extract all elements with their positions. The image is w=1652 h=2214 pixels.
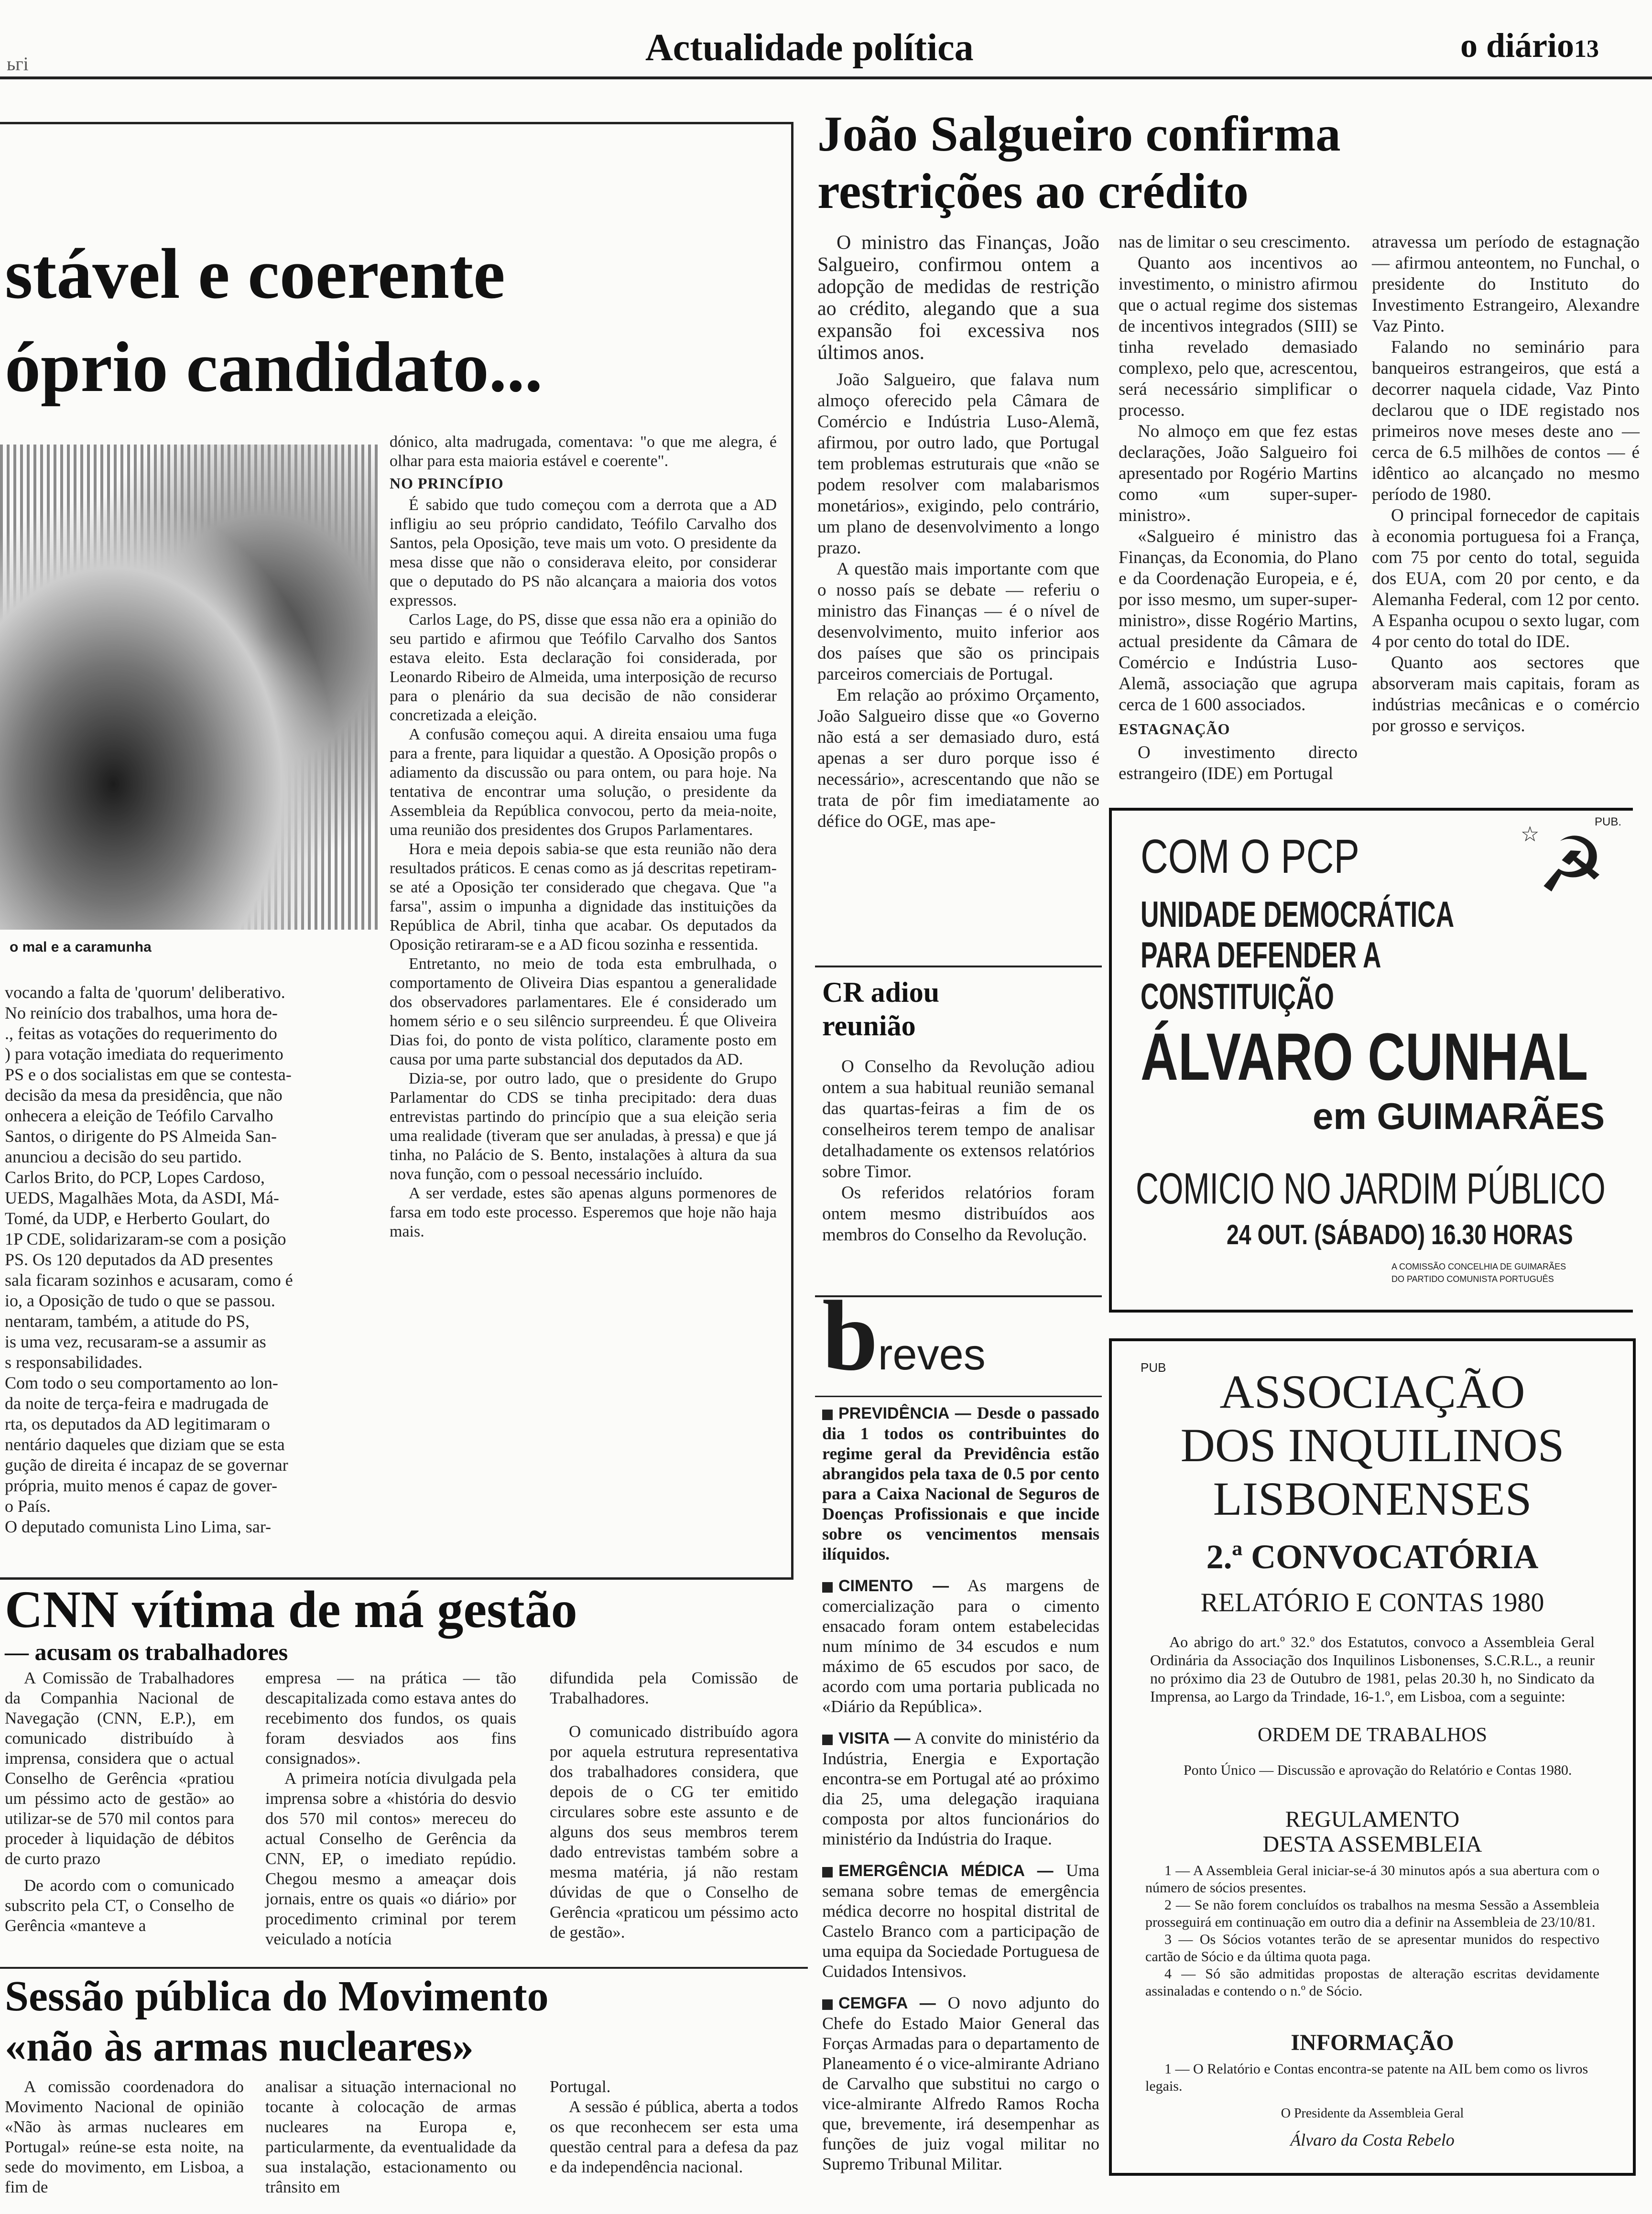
pcp-ad-top-rule bbox=[1112, 808, 1633, 811]
cnn-col2: empresa — na prática — tão descapitalizada como estava antes do recebimento dos fundos, os quais foram desviados aos fins consignados». A primeira notícia divulgada pela imprensa sobre a «história do desvio dos 570 mil contos» mereceu do actual Conselho de Gerência da CNN, EP, o imediato repúdio. Chegou mesmo a ameaçar dois jornais, entre os quais «o diário» por procedimento criminal por terem veiculado a notícia bbox=[265, 1669, 516, 1948]
breve-item: CEMGFA — O novo adjunto do Chefe do Estado Maior General das Forças Armadas para o departamento de Planeamento é o vice-almirante Adriano de Carvalho que substitui no cargo o vice-almirante Alfredo Ramos Rocha que, brevemente, irá desempenhar as funções de juiz vogal militar no Supremo Tribunal Militar. bbox=[822, 1993, 1100, 2173]
parliament-photo bbox=[0, 445, 378, 930]
ail-convocatoria: 2.ª CONVOCATÓRIA bbox=[1206, 1538, 1539, 1576]
square-bullet-icon bbox=[822, 1410, 833, 1420]
cnn-col3: difundida pela Comissão de Trabalhadores. O comunicado distribuído agora por aquela estrutura representativa dos trabalhadores considera, que depois de o CG ter emitido circulares sobre este assunto e de alguns dos seus membros terem dado entrevistas também sobre a mesma matéria, já não restam dúvidas de que o Conselho de Gerência «praticou um péssimo acto de gestão». bbox=[550, 1669, 798, 1942]
header-rule bbox=[0, 76, 1652, 79]
ail-ordem: ORDEM DE TRABALHOS bbox=[1258, 1724, 1487, 1746]
cnn-headline: CNN vítima de má gestão bbox=[5, 1580, 577, 1639]
pcp-place-name: GUIMARÃES bbox=[1377, 1095, 1605, 1137]
cr-headline-2: reunião bbox=[822, 1010, 916, 1042]
left-headline-1: stável e coerente bbox=[5, 234, 505, 314]
left-box-bottom bbox=[0, 1577, 793, 1580]
nuclear-top-rule bbox=[0, 1967, 808, 1969]
left-article-col1: vocando a falta de 'quorum' deliberativo. No reinício dos trabalhos, uma hora de- ., feitas as votações do requerimento do ) para votação imediata do requerimento PS e o dos socialistas em que se contesta- decisão da mesa da presidência, que não onhecera a eleição de Teófilo Carvalho Santos, o dirigente do PS Almeida San- anunciou a decisão do seu partido. Carlos Brito, do PCP, Lopes Cardoso, UEDS, Magalhães Mota, da ASDI, Má- Tomé, da UDP, e Herberto Goulart, do 1P CDE, solidarizaram-se com a posição PS. Os 120 deputados da AD presentes sala ficaram sozinhos e acusaram, como é io, a Oposição de tudo o que se passou. nentaram, também, a atitude do PS, is uma vez, recusaram-se a assumir as s responsabilidades. Com todo o seu comportamento ao lon- da noite de terça-feira e madrugada de rta, os deputados da AD legitimaram o nentário daqueles que diziam que se esta gução de direita é incapaz de se governar própria, muito menos é capaz de gover- o País. O deputado comunista Lino Lima, sar- bbox=[5, 983, 293, 1536]
subhead-no-principio: NO PRINCÍPIO bbox=[390, 475, 504, 492]
left-article-col2: dónico, alta madrugada, comentava: "o que me alegra, é olhar para esta maioria estável e coerente". NO PRINCÍPIO É sabido que tudo começou com a derrota que a AD infligiu ao seu próprio candidato, Teófilo Carvalho dos Santos, pela Oposição, teve mais um voto. O presidente da mesa disse que não o considerava eleito, por considerar que o deputado do PS não alcançara a maioria dos votos expressos. Carlos Lage, do PS, disse que essa não era a opinião do seu partido e afirmou que Teófilo Carvalho dos Santos estava eleito. Esta declaração foi considerada, por Leonardo Ribeiro de Almeida, uma interposição de recurso para o plenário da sua decisão de não considerar concretizada a eleição. A confusão começou aqui. A direita ensaiou uma fuga para a frente, para liquidar a questão. A Oposição propôs o adiamento da discussão ou para ontem, ou para hoje. Na tentativa de encontrar uma solução, o presidente da Assembleia da República convocou, perto da meia-noite, uma reunião dos presidentes dos Grupos Parlamentares. Hora e meia depois sabia-se que esta reunião não dera resultados práticos. E cenas como as já descritas repetiram-se até a Oposição ter considerado que chegava. Que "a farsa", assim o impunha a dignidade das instituições da República de Abril, tinha que acabar. Os deputados da Oposição retiraram-se e a AD ficou sozinha e ressentida. Entretanto, no meio de toda esta embrulhada, o comportamento de Oliveira Dias espantou a generalidade dos observadores parlamentares. Ele é considerado um homem sério e o seu silêncio surpreendeu. É que Oliveira Dias foi, do ponto de vista político, claramente posto em causa por uma parte substancial dos deputados da AD. Dizia-se, por outro lado, que o presidente do Grupo Parlamentar do CDS se tinha precipitado: dera duas entrevistas partindo do princípio que a sua eleição seria uma realidade (tiveram que ser anuladas, à pressa) e que já tinha, no Palácio de S. Bento, instalações à altura da sua nova função, com o pessoal necessário incluído. A ser verdade, estes são apenas alguns pormenores de farsa em todo este processo. Esperemos que hoje não haja mais. bbox=[390, 433, 777, 1240]
cnn-subhead: — acusam os trabalhadores bbox=[5, 1639, 288, 1665]
square-bullet-icon bbox=[822, 1867, 833, 1878]
salgueiro-headline-1: João Salgueiro confirma bbox=[817, 106, 1341, 162]
cr-top-rule bbox=[815, 966, 1102, 967]
breve-item: EMERGÊNCIA MÉDICA — Uma semana sobre temas de emergência médica decorre no hospital distrital de Castelo Branco com a participação de uma equipa da Sociedade Portuguesa de Cuidados Intensivos. bbox=[822, 1861, 1099, 1981]
breve-item: VISITA — A convite do ministério da Indústria, Energia e Exportação encontra-se em Portugal até ao próximo dia 25, uma delegação iraquiana composta por altos funcionários do ministério da Indústria do Iraque. bbox=[822, 1728, 1100, 1848]
left-headline-2: óprio candidato... bbox=[5, 327, 543, 407]
nuclear-col1: A comissão coordenadora do Movimento Nacional de opinião «Não às armas nucleares em Portugal» reúne-se esta noite, na sede do movimento, em Lisboa, a fim de bbox=[5, 2077, 244, 2196]
section-title: Actualidade política bbox=[645, 27, 974, 69]
hammer-sickle-icon: ☭ bbox=[1537, 822, 1606, 908]
ail-body: Ao abrigo do art.º 32.º dos Estatutos, convoco a Assembleia Geral Ordinária da Associação dos Inquilinos Lisbonenses, S.C.R.L., a reunir no próximo dia 23 de Outubro de 1981, pelas 20.30 h, no Sindicato da Imprensa, ao Largo da Trindade, 16-1.º, em Lisboa, com a seguinte: bbox=[1150, 1633, 1595, 1705]
nuclear-col2: analisar a situação internacional no tocante à colocação de armas nucleares na Europa e, particularmente, da eventualidade da sua instalação, estacionamento ou trânsito em bbox=[265, 2077, 516, 2196]
pcp-name: ÁLVARO CUNHAL bbox=[1141, 1019, 1588, 1094]
ail-name bbox=[1112, 1365, 1633, 1526]
breves-heading bbox=[822, 1281, 986, 1391]
masthead bbox=[1460, 28, 1599, 64]
ail-name-line: DOS INQUILINOS bbox=[1180, 1419, 1565, 1472]
paper-name: o diário bbox=[1460, 26, 1575, 65]
salgueiro-col3: atravessa um período de estagnação — afirmou anteontem, no Funchal, o presidente do Instituto do Investimento Estrangeiro, Alexandre Vaz Pinto. Falando no seminário para banqueiros estrangeiros, que está a decorrer naquela cidade, Vaz Pinto declarou que o IDE registado nos primeiros nove meses deste ano — cerca de 6.5 milhões de contos — é idêntico ao alcançado no mesmo período de 1980. O principal fornecedor de capitais à economia portuguesa foi a França, com 75 por cento do total, seguida dos EUA, com 20 por cento, e da Alemanha Federal, com 12 por cento. A Espanha ocupou o sexto lugar, com 4 por cento do total do IDE. Quanto aos sectores que absorveram mais capitais, foram as indústrias mecânicas e o comércio por grosso e serviços. bbox=[1372, 232, 1640, 736]
ail-signature-name: Álvaro da Costa Rebelo bbox=[1290, 2130, 1455, 2149]
ail-pub-label: PUB bbox=[1141, 1360, 1166, 1375]
pcp-line3: PARA DEFENDER A CONSTITUIÇÃO bbox=[1141, 935, 1380, 1017]
ail-reg-items: 1 — A Assembleia Geral iniciar-se-á 30 minutos após a sua abertura com o número de sócios presentes. 2 — Se não forem concluídos os trabalhos na mesma Sessão a Assembleia prosseguirá em continuação em outro dia a definir na Assembleia de 23/10/81. 3 — Os Sócios votantes terão de se apresentar munidos do respectivo cartão de Sócio e da última quota paga. 4 — Só são admitidas propostas de alteração escritas devidamente assinaladas e contendo o n.º de Sócio. bbox=[1145, 1863, 1599, 1999]
pcp-line1: COM O PCP bbox=[1141, 830, 1359, 883]
salgueiro-lead: O ministro das Finanças, João Salgueiro, confirmou ontem a adopção de medidas de restrição ao crédito, alegando que a sua expansão foi excessiva nos últimos anos. bbox=[817, 232, 1099, 364]
nuclear-col3: Portugal. A sessão é pública, aberta a todos os que reconhecem ser esta uma questão central para a defesa da paz e da independência nacional. bbox=[550, 2077, 798, 2176]
pcp-line2: UNIDADE DEMOCRÁTICA bbox=[1141, 894, 1455, 935]
pcp-pub-label: PUB. bbox=[1595, 815, 1622, 828]
cnn-col1: A Comissão de Trabalhadores da Companhia Nacional de Navegação (CNN, E.P.), em comunicado distribuído à imprensa, considera que o actual Conselho de Gerência «pratiou um péssimo acto de gestão» ao utilizar-se de 570 mil contos para proceder à liquidação de débitos de curto prazo De acordo com o comunicado subscrito pela CT, o Conselho de Gerência «manteve a bbox=[5, 1669, 234, 1935]
star-icon: ☆ bbox=[1521, 823, 1540, 846]
pcp-when: 24 OUT. (SÁBADO) 16.30 HORAS bbox=[1227, 1219, 1573, 1250]
ail-regulamento: REGULAMENTO DESTA ASSEMBLEIA bbox=[1262, 1807, 1482, 1857]
header-left-fragment: ьгі bbox=[7, 53, 29, 75]
ail-informacao: INFORMAÇÃO bbox=[1291, 2030, 1454, 2055]
left-box-right bbox=[791, 122, 793, 1580]
salgueiro-col1: O ministro das Finanças, João Salgueiro, confirmou ontem a adopção de medidas de restrição ao crédito, alegando que a sua expansão foi excessiva nos últimos anos. João Salgueiro, que falava num almoço oferecido pela Câmara de Comércio e Indústria Luso-Alemã, afirmou, por outro lado, que Portugal tem problemas estruturais que «não se podem resolver com malabarismos monetários», exigindo, pelo contrário, um plano de desenvolvimento a longo prazo. A questão mais importante com que o nosso país se debate — referiu o ministro das Finanças — é o nível de desenvolvimento, muito inferior aos dos países que são os principais parceiros comerciais de Portugal. Em relação ao próximo Orçamento, João Salgueiro disse que «o Governo não está a ser demasiado duro, está apenas a ser duro porque isso é necessário», acrescentando que não se trata de pôr fim imediatamente ao défice do OGE, mas ape- bbox=[817, 232, 1099, 831]
salgueiro-headline-2: restrições ao crédito bbox=[817, 163, 1249, 219]
left-box-top bbox=[0, 122, 793, 124]
ail-advertisement bbox=[1109, 1338, 1636, 2176]
subhead-estagnacao: ESTAGNAÇÃO bbox=[1119, 720, 1230, 738]
pcp-advertisement bbox=[1109, 808, 1633, 1313]
nuclear-headline-1: Sessão pública do Movimento bbox=[5, 1973, 549, 2020]
nuclear-headline-2: «não às armas nucleares» bbox=[5, 2023, 474, 2070]
ail-info-text: 1 — O Relatório e Contas encontra-se patente na AIL bem como os livros legais. bbox=[1145, 2061, 1588, 2094]
pcp-place bbox=[1313, 1095, 1605, 1138]
square-bullet-icon bbox=[822, 1735, 833, 1745]
square-bullet-icon bbox=[822, 1999, 833, 2010]
ail-ponto: Ponto Único — Discussão e aprovação do Relatório e Contas 1980. bbox=[1184, 1762, 1572, 1778]
breves-list bbox=[822, 1403, 1099, 2185]
breves-bottom-rule bbox=[815, 1396, 1102, 1397]
breves-big-b: b bbox=[822, 1281, 878, 1391]
ail-relatorio: RELATÓRIO E CONTAS 1980 bbox=[1200, 1588, 1544, 1617]
pcp-event: COMICIO NO JARDIM PÚBLICO bbox=[1136, 1164, 1606, 1213]
page-number: 13 bbox=[1574, 35, 1599, 63]
pcp-place-pre: em bbox=[1313, 1095, 1367, 1137]
breves-rest: reves bbox=[878, 1330, 986, 1379]
ail-name-line: ASSOCIAÇÃO bbox=[1219, 1365, 1525, 1418]
pcp-sign2: DO PARTIDO COMUNISTA PORTUGUÊS bbox=[1391, 1274, 1554, 1284]
breve-item: PREVIDÊNCIA — Desde o passado dia 1 todos os contribuintes do regime geral da Previdência estão abrangidos pela taxa de 0.5 por cento para a Caixa Nacional de Seguros de Doenças Profissionais e que incide sobre os vencimentos mensais ilíquidos. bbox=[822, 1403, 1099, 1563]
pcp-sign1: A COMISSÃO CONCELHIA DE GUIMARÃES bbox=[1391, 1262, 1566, 1271]
photo-caption: o mal e a caramunha bbox=[10, 939, 152, 955]
cr-body: O Conselho da Revolução adiou ontem a sua habitual reunião semanal das quartas-feiras a fim de os conselheiros terem tempo de analisar detalhadamente os extensos relatórios sobre Timor. Os referidos relatórios foram ontem mesmo distribuídos aos membros do Conselho da Revolução. bbox=[822, 1057, 1095, 1245]
ail-name-line: LISBONENSES bbox=[1213, 1472, 1532, 1525]
salgueiro-col2: nas de limitar o seu crescimento. Quanto aos incentivos ao investimento, o ministro afirmou que o actual regime dos sistemas de incentivos integrados (SIII) se tinha revelado demasiado complexo, pelo que, acrescentou, será necessário simplificar o processo. No almoço em que fez estas declarações, João Salgueiro foi apresentado por Rogério Martins como «um super-super-ministro». «Salgueiro é ministro das Finanças, da Economia, do Plano e da Coordenação Europeia, e é, por isso mesmo, um super-super-ministro», disse Rogério Martins, actual presidente da Câmara de Comércio e Indústria Luso-Alemã, associação que agrupa cerca de 1 600 associados. ESTAGNAÇÃO O investimento directo estrangeiro (IDE) em Portugal bbox=[1119, 232, 1358, 783]
square-bullet-icon bbox=[822, 1582, 833, 1593]
breve-item: CIMENTO — As margens de comercialização para o cimento ensacado foram ontem estabelecidas num mínimo de 34 escudos e num máximo de 65 escudos por saco, de acordo com uma portaria publicada no «Diário da República». bbox=[822, 1576, 1100, 1716]
cr-headline-1: CR adiou bbox=[822, 977, 940, 1008]
ail-signature-title: O Presidente da Assembleia Geral bbox=[1281, 2106, 1464, 2121]
